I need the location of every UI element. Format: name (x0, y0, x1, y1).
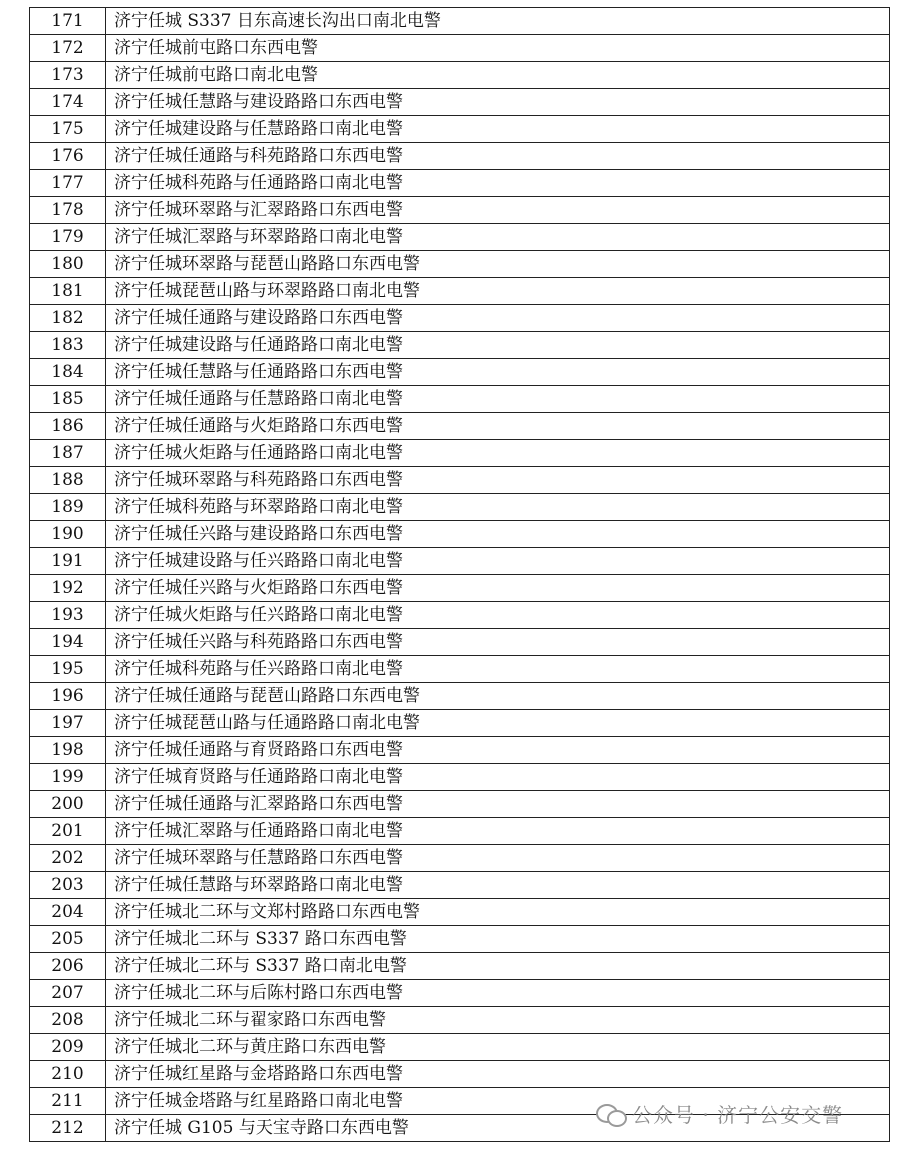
table-row (30, 35, 890, 62)
camera-location: 济宁任城环翠路与琵琶山路路口东西电警 (106, 251, 890, 278)
table-row (30, 197, 890, 224)
row-number: 203 (30, 872, 106, 899)
row-number: 188 (30, 467, 106, 494)
row-number: 184 (30, 359, 106, 386)
camera-location: 济宁任城科苑路与任兴路路口南北电警 (106, 656, 890, 683)
camera-list-table (29, 7, 890, 1142)
camera-location: 济宁任城北二环与文郑村路路口东西电警 (106, 899, 890, 926)
table-row (30, 143, 890, 170)
table-row (30, 440, 890, 467)
table-row (30, 980, 890, 1007)
table-row (30, 575, 890, 602)
row-number: 199 (30, 764, 106, 791)
top-edge-mark (846, 0, 916, 4)
row-number: 208 (30, 1007, 106, 1034)
watermark (596, 1099, 843, 1128)
row-number: 205 (30, 926, 106, 953)
camera-location: 济宁任城北二环与黄庄路口东西电警 (106, 1034, 890, 1061)
table-row (30, 116, 890, 143)
table-row (30, 629, 890, 656)
row-number: 189 (30, 494, 106, 521)
camera-location: 济宁任城任通路与科苑路路口东西电警 (106, 143, 890, 170)
row-number: 180 (30, 251, 106, 278)
camera-location: 济宁任城北二环与 S337 路口东西电警 (106, 926, 890, 953)
camera-location: 济宁任城火炬路与任通路路口南北电警 (106, 440, 890, 467)
row-number: 178 (30, 197, 106, 224)
table-row (30, 791, 890, 818)
row-number: 200 (30, 791, 106, 818)
camera-location: 济宁任城任慧路与任通路路口东西电警 (106, 359, 890, 386)
row-number: 195 (30, 656, 106, 683)
row-number: 210 (30, 1061, 106, 1088)
table-row (30, 1007, 890, 1034)
row-number: 192 (30, 575, 106, 602)
row-number: 196 (30, 683, 106, 710)
table-row (30, 251, 890, 278)
table-row (30, 548, 890, 575)
row-number: 212 (30, 1115, 106, 1142)
table-row (30, 737, 890, 764)
camera-location: 济宁任城建设路与任兴路路口南北电警 (106, 548, 890, 575)
camera-location: 济宁任城前屯路口南北电警 (106, 62, 890, 89)
camera-list-body (30, 8, 890, 1142)
camera-location: 济宁任城育贤路与任通路路口南北电警 (106, 764, 890, 791)
camera-location: 济宁任城任兴路与科苑路路口东西电警 (106, 629, 890, 656)
camera-location: 济宁任城环翠路与任慧路路口东西电警 (106, 845, 890, 872)
row-number: 209 (30, 1034, 106, 1061)
camera-location: 济宁任城任通路与汇翠路路口东西电警 (106, 791, 890, 818)
table-row (30, 845, 890, 872)
camera-location: 济宁任城任通路与火炬路路口东西电警 (106, 413, 890, 440)
camera-location: 济宁任城环翠路与科苑路路口东西电警 (106, 467, 890, 494)
camera-location: 济宁任城任兴路与建设路路口东西电警 (106, 521, 890, 548)
camera-location: 济宁任城北二环与 S337 路口南北电警 (106, 953, 890, 980)
row-number: 177 (30, 170, 106, 197)
camera-location: 济宁任城建设路与任通路路口南北电警 (106, 332, 890, 359)
table-row (30, 926, 890, 953)
table-row (30, 602, 890, 629)
camera-location: 济宁任城前屯路口东西电警 (106, 35, 890, 62)
camera-location: 济宁任城科苑路与任通路路口南北电警 (106, 170, 890, 197)
camera-location: 济宁任城任兴路与火炬路路口东西电警 (106, 575, 890, 602)
row-number: 197 (30, 710, 106, 737)
row-number: 185 (30, 386, 106, 413)
table-row (30, 953, 890, 980)
camera-location: 济宁任城任慧路与建设路路口东西电警 (106, 89, 890, 116)
camera-location: 济宁任城汇翠路与环翠路路口南北电警 (106, 224, 890, 251)
table-row (30, 656, 890, 683)
table-row (30, 278, 890, 305)
camera-location: 济宁任城科苑路与环翠路路口南北电警 (106, 494, 890, 521)
row-number: 181 (30, 278, 106, 305)
table-row (30, 710, 890, 737)
row-number: 176 (30, 143, 106, 170)
row-number: 211 (30, 1088, 106, 1115)
table-row (30, 359, 890, 386)
table-row (30, 818, 890, 845)
table-row (30, 1034, 890, 1061)
camera-location: 济宁任城环翠路与汇翠路路口东西电警 (106, 197, 890, 224)
table-row (30, 872, 890, 899)
row-number: 173 (30, 62, 106, 89)
table-row (30, 89, 890, 116)
row-number: 172 (30, 35, 106, 62)
row-number: 194 (30, 629, 106, 656)
camera-location: 济宁任城琵琶山路与任通路路口南北电警 (106, 710, 890, 737)
row-number: 179 (30, 224, 106, 251)
camera-location: 济宁任城北二环与翟家路口东西电警 (106, 1007, 890, 1034)
row-number: 182 (30, 305, 106, 332)
table-row (30, 332, 890, 359)
table-row (30, 305, 890, 332)
table-row (30, 413, 890, 440)
camera-location: 济宁任城金塔路与红星路路口南北电警 (106, 1088, 890, 1115)
row-number: 183 (30, 332, 106, 359)
camera-location: 济宁任城任通路与育贤路路口东西电警 (106, 737, 890, 764)
row-number: 193 (30, 602, 106, 629)
row-number: 206 (30, 953, 106, 980)
row-number: 186 (30, 413, 106, 440)
camera-location: 济宁任城任慧路与环翠路路口南北电警 (106, 872, 890, 899)
camera-location: 济宁任城任通路与琵琶山路路口东西电警 (106, 683, 890, 710)
row-number: 191 (30, 548, 106, 575)
row-number: 187 (30, 440, 106, 467)
table-row (30, 224, 890, 251)
camera-location: 济宁任城建设路与任慧路路口南北电警 (106, 116, 890, 143)
row-number: 198 (30, 737, 106, 764)
camera-location: 济宁任城 S337 日东高速长沟出口南北电警 (106, 8, 890, 35)
row-number: 204 (30, 899, 106, 926)
row-number: 175 (30, 116, 106, 143)
camera-location: 济宁任城琵琶山路与环翠路路口南北电警 (106, 278, 890, 305)
table-row (30, 62, 890, 89)
camera-location: 济宁任城汇翠路与任通路路口南北电警 (106, 818, 890, 845)
camera-location: 济宁任城火炬路与任兴路路口南北电警 (106, 602, 890, 629)
watermark-text: 公众号 · 济宁公安交警 (632, 1103, 844, 1127)
camera-location: 济宁任城红星路与金塔路路口东西电警 (106, 1061, 890, 1088)
row-number: 190 (30, 521, 106, 548)
table-row (30, 8, 890, 35)
row-number: 207 (30, 980, 106, 1007)
row-number: 202 (30, 845, 106, 872)
camera-location: 济宁任城任通路与建设路路口东西电警 (106, 305, 890, 332)
table-row (30, 764, 890, 791)
camera-location: 济宁任城 G105 与天宝寺路口东西电警 (106, 1115, 890, 1142)
row-number: 174 (30, 89, 106, 116)
camera-location: 济宁任城任通路与任慧路路口南北电警 (106, 386, 890, 413)
table-row (30, 683, 890, 710)
camera-location: 济宁任城北二环与后陈村路口东西电警 (106, 980, 890, 1007)
table-row (30, 521, 890, 548)
row-number: 201 (30, 818, 106, 845)
table-row (30, 467, 890, 494)
table-row (30, 494, 890, 521)
table-row (30, 1061, 890, 1088)
table-row (30, 170, 890, 197)
wechat-icon (596, 1102, 626, 1126)
table-row (30, 899, 890, 926)
row-number: 171 (30, 8, 106, 35)
table-row (30, 386, 890, 413)
